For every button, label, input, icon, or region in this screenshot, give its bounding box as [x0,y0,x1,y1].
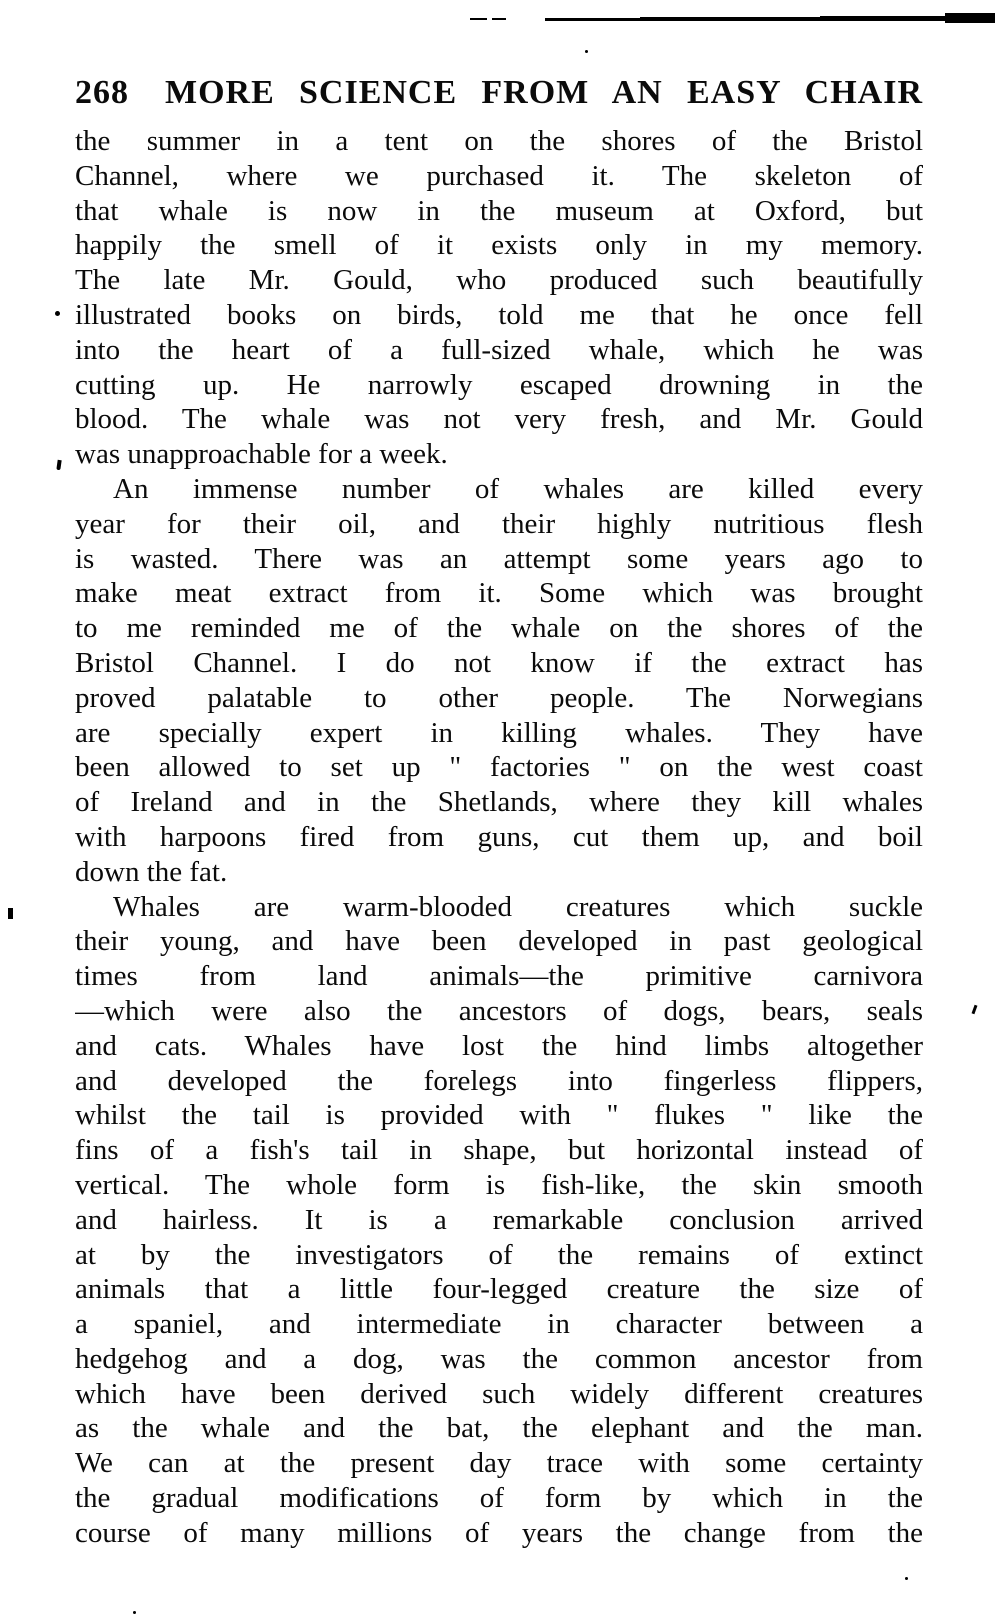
text-line: proved palatable to other people. The Norwegians [75,681,923,714]
scan-artifact-speck [133,1611,136,1614]
scan-artifact-speck [585,50,588,53]
scan-artifact-speck [905,1577,908,1580]
scan-artifact-margin-mark [56,460,61,470]
text-line: An immense number of whales are killed every [113,472,923,505]
scan-artifact-top-line [545,18,640,21]
text-line: that whale is now in the museum at Oxford, but [75,194,923,227]
scan-artifact-speck [55,311,60,316]
paragraph [75,124,923,472]
text-line: Whales are warm-blooded creatures which suckle [113,890,923,923]
text-line: Bristol Channel. I do not know if the extract has [75,646,923,679]
paragraph [75,890,923,1551]
paragraph [75,472,923,890]
text-line: the gradual modifications of form by which in the [75,1482,923,1515]
text-line: into the heart of a full-sized whale, which he was [75,333,923,366]
text-line: and hairless. It is a remarkable conclusion arrived [75,1203,923,1236]
text-line: the summer in a tent on the shores of the Bristol [75,125,923,157]
text-line: been allowed to set up " factories " on the west coast [75,751,923,784]
scan-artifact-top-line [820,16,945,21]
text-line: blood. The whale was not very fresh, and Mr. Gould [75,403,923,436]
scan-artifact-margin-mark [972,1005,978,1014]
text-line: with harpoons fired from guns, cut them up, and boil [75,820,923,853]
running-title: MORE SCIENCE FROM AN EASY CHAIR [165,74,923,111]
text-line: hedgehog and a dog, was the common ancestor from [75,1342,923,1375]
text-line: Channel, where we purchased it. The skeleton of [75,159,923,192]
text-line: The late Mr. Gould, who produced such beautifully [75,264,923,297]
scan-artifact-top-dash [470,18,487,20]
text-line: make meat extract from it. Some which was brought [75,577,923,610]
scan-artifact-top-line [945,13,995,23]
scan-artifact-margin-mark [8,908,13,919]
text-line: vertical. The whole form is fish-like, the skin smooth [75,1168,923,1201]
text-line: and developed the forelegs into fingerless flippers, [75,1064,923,1097]
text-line: down the fat. [75,855,228,888]
text-line: animals that a little four-legged creature the size of [75,1273,923,1306]
text-line: happily the smell of it exists only in my memory. [75,229,923,262]
text-line: course of many millions of years the change from the [75,1516,923,1549]
scan-artifact-top-dash [492,18,506,20]
page-header [75,74,923,112]
text-line: year for their oil, and their highly nutritious flesh [75,507,923,540]
text-line: We can at the present day trace with some certainty [75,1447,923,1480]
text-line: —which were also the ancestors of dogs, bears, seals [75,994,923,1027]
text-line: which have been derived such widely different creatures [75,1377,923,1410]
text-line: a spaniel, and intermediate in character between a [75,1308,923,1341]
text-line: their young, and have been developed in past geological [75,925,923,958]
text-line: was unapproachable for a week. [75,438,448,471]
text-line: cutting up. He narrowly escaped drowning in the [75,368,923,401]
text-line: to me reminded me of the whale on the shores of the [75,612,923,645]
text-line: and cats. Whales have lost the hind limbs altogether [75,1029,923,1062]
text-line: illustrated books on birds, told me that he once fell [75,298,923,331]
page-number: 268 [75,74,129,111]
text-line: at by the investigators of the remains of extinct [75,1238,923,1271]
page-text [75,124,923,1551]
text-line: are specially expert in killing whales. They have [75,716,923,749]
text-line: times from land animals—the primitive carnivora [75,960,923,993]
text-line: fins of a fish's tail in shape, but horizontal instead of [75,1134,923,1167]
scan-artifact-top-line [640,17,820,21]
text-line: is wasted. There was an attempt some years ago to [75,542,923,575]
text-line: as the whale and the bat, the elephant and the man. [75,1412,923,1445]
text-line: of Ireland and in the Shetlands, where they kill whales [75,786,923,819]
text-line: whilst the tail is provided with " flukes " like the [75,1099,923,1132]
